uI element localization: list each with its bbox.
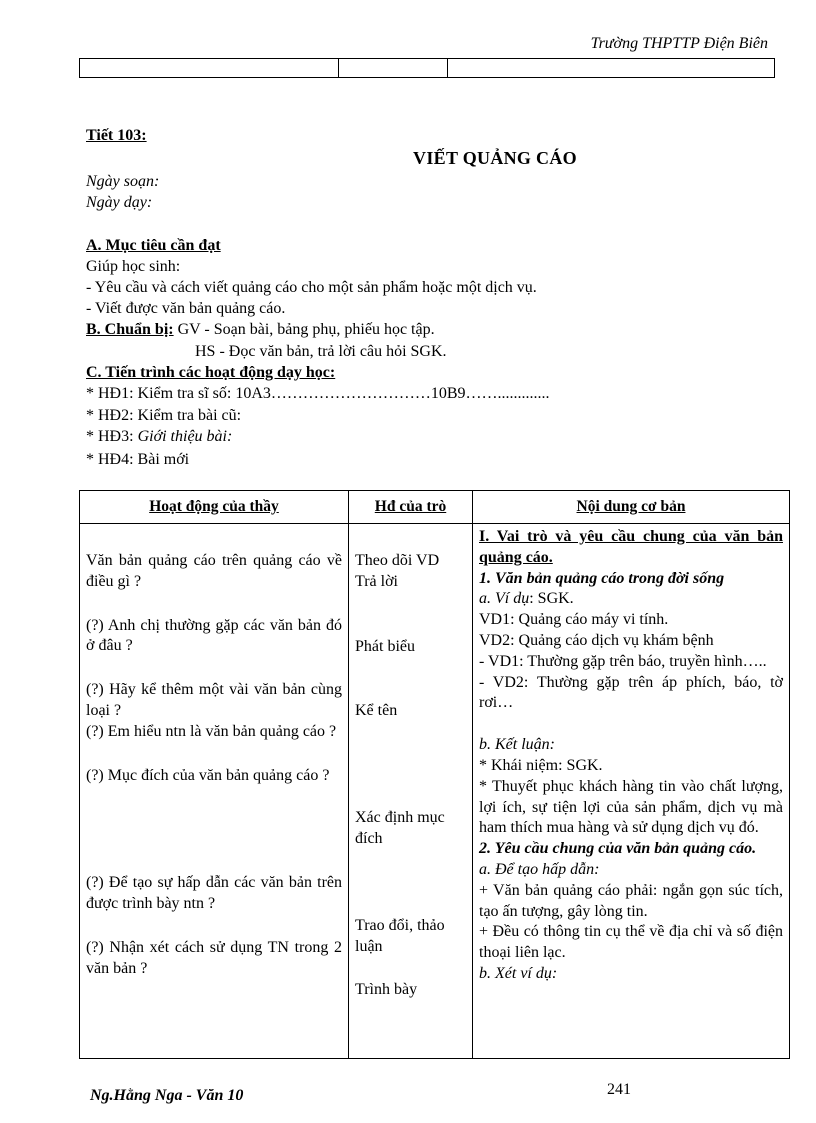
date-teach: Ngày dạy:	[86, 194, 153, 211]
content-line: - VD1: Thường gặp trên báo, truyền hình…..	[479, 652, 767, 670]
activity-3-prefix: * HĐ3:	[86, 428, 138, 445]
table-row	[80, 524, 790, 1059]
content-line: * Khái niệm: SGK.	[479, 756, 603, 774]
student-activity: Phát biểu	[355, 637, 415, 655]
teacher-question: (?) Để tạo sự hấp dẫn các văn bản trên được trình bày ntn ?	[86, 874, 342, 913]
student-activity: Kể tên	[355, 702, 398, 720]
student-activity: Trao đổi, thảo luận	[355, 916, 445, 955]
section-b	[86, 320, 435, 341]
teacher-question: Văn bản quảng cáo trên quảng cáo về điều gì ?	[86, 552, 342, 590]
teacher-column	[80, 524, 349, 1059]
teacher-question: (?) Mục đích của văn bản quảng cáo ?	[86, 766, 330, 784]
content-line: + Văn bản quảng cáo phải: ngắn gọn súc tích, tạo ấn tượng, gây lòng tin.	[479, 881, 783, 920]
content-label: b. Xét ví dụ:	[479, 964, 558, 982]
content-column	[473, 524, 790, 1059]
student-activity: Trả lời	[355, 572, 398, 590]
content-example	[479, 589, 783, 610]
content-line: + Đều có thông tin cụ thể về địa chỉ và số điện thoại liên lạc.	[479, 923, 783, 962]
activity-3-label: Giới thiệu bài:	[137, 428, 233, 445]
teacher-question: (?) Nhận xét cách sử dụng TN trong 2 văn bản ?	[86, 938, 342, 977]
activity-4: * HĐ4: Bài mới	[86, 451, 190, 468]
content-subheading: 1. Văn bản quảng cáo trong đời sống	[479, 569, 725, 587]
example-label: a. Ví dụ	[479, 590, 530, 608]
header-cell	[448, 59, 775, 78]
table-header-row	[80, 491, 790, 524]
activity-2: * HĐ2: Kiểm tra bài cũ:	[86, 407, 242, 424]
activity-1: * HĐ1: Kiểm tra sĩ số: 10A3…………………………10B9…….............	[86, 385, 550, 402]
student-activity: Trình bày	[355, 981, 418, 999]
teacher-question: (?) Hãy kể thêm một vài văn bản cùng loại ?	[86, 681, 342, 719]
col-header-teacher: Hoạt động của thầy	[80, 491, 349, 524]
section-b-hs: HS - Đọc văn bản, trả lời câu hỏi SGK.	[195, 343, 447, 360]
content-line: VD1: Quảng cáo máy vi tính.	[479, 611, 669, 629]
section-a-item: - Viết được văn bản quảng cáo.	[86, 300, 286, 317]
header-cell	[80, 59, 339, 78]
lesson-number: Tiết 103:	[86, 127, 147, 144]
footer-author: Ng.Hằng Nga - Văn 10	[90, 1087, 244, 1104]
teacher-question: (?) Anh chị thường gặp các văn bản đó ở đâu ?	[86, 616, 342, 655]
content-label: a. Để tạo hấp dẫn:	[479, 860, 600, 878]
section-b-heading: B. Chuẩn bị:	[86, 321, 174, 338]
content-line: VD2: Quảng cáo dịch vụ khám bệnh	[479, 631, 714, 649]
page-number: 241	[607, 1081, 631, 1098]
content-line: * Thuyết phục khách hàng tin vào chất lượng, lợi ích, sự tiện lợi của sản phẩm, dịch vụ mà ham thích mua hàng và sử dụng dịch vụ đó.	[479, 777, 783, 837]
section-c-heading: C. Tiến trình các hoạt động dạy học:	[86, 364, 336, 381]
student-column	[349, 524, 473, 1059]
date-prepare: Ngày soạn:	[86, 173, 160, 190]
student-activity: Xác định mục đích	[355, 809, 445, 847]
section-a-heading: A. Mục tiêu cần đạt	[86, 237, 221, 254]
section-a-item: - Yêu cầu và cách viết quảng cáo cho một sản phẩm hoặc một dịch vụ.	[86, 279, 537, 296]
col-header-content: Nội dung cơ bản	[473, 491, 790, 524]
content-conclusion-label: b. Kết luận:	[479, 736, 555, 754]
example-text: : SGK.	[529, 590, 574, 608]
section-b-gv: GV - Soạn bài, bảng phụ, phiếu học tập.	[173, 321, 435, 338]
lesson-title: VIẾT QUẢNG CÁO	[413, 148, 577, 168]
content-subheading: 2. Yêu cầu chung của văn bản quảng cáo.	[479, 840, 757, 858]
content-heading-1: I. Vai trò và yêu cầu chung của văn bản quảng cáo.	[479, 528, 783, 566]
section-a-intro: Giúp học sinh:	[86, 258, 181, 275]
lesson-table	[79, 490, 790, 1059]
student-activity: Theo dõi VD	[355, 552, 440, 569]
header-cell	[339, 59, 448, 78]
header-table	[79, 58, 775, 78]
school-name: Trường THPTTP Điện Biên	[590, 35, 768, 52]
col-header-student: Hđ của trò	[349, 491, 473, 524]
teacher-question: (?) Em hiểu ntn là văn bản quảng cáo ?	[86, 722, 337, 740]
activity-3	[86, 427, 232, 448]
content-line: - VD2: Thường gặp trên áp phích, báo, tờ rơi…	[479, 673, 783, 712]
